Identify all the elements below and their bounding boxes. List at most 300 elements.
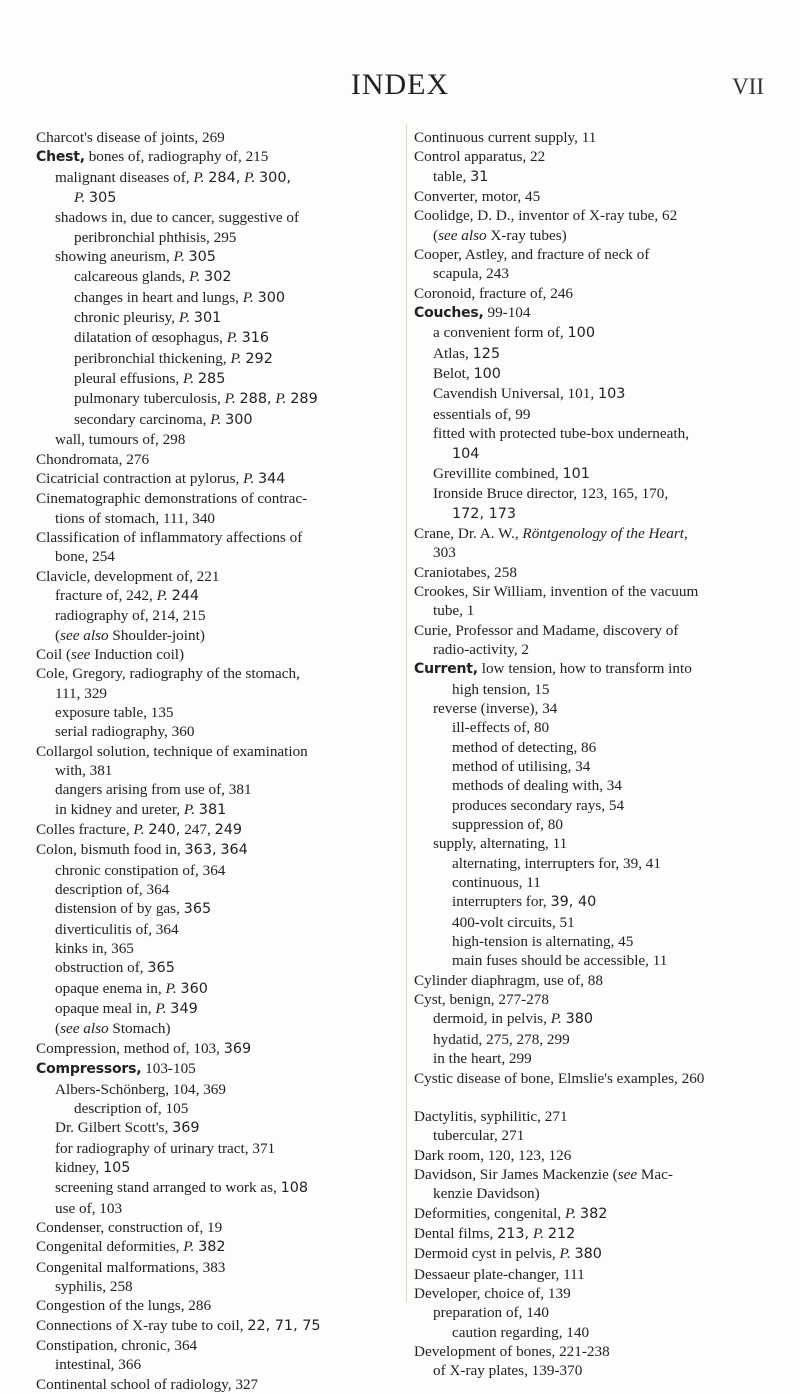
entry-text: P. [156,586,168,604]
entry-text: Cole, Gregory, radiography of the stomach, [36,665,300,683]
entry-text: 400-volt circuits, 51 [452,913,575,931]
entry-text: Coil ( [36,645,72,663]
index-subentry [36,606,398,625]
entry-text: see [617,1165,638,1183]
plate-page-ref: 285 [197,371,226,388]
entry-text: Connections of X-ray tube to coil, [36,1316,248,1334]
plate-page-ref: 365 [147,960,175,977]
entry-text: preparation of, 140 [433,1304,549,1322]
index-subentry [36,586,398,606]
index-entry [414,206,776,225]
index-entry [414,1146,776,1165]
index-entry [414,1107,776,1126]
index-subentry [36,430,398,449]
entry-text: Dental films, [414,1224,498,1242]
plate-page-ref: 240, [148,822,181,839]
entry-text: syphilis, 258 [55,1277,133,1295]
entry-text: suppression of, 80 [452,816,563,834]
index-subentry [414,424,776,443]
index-subentry [414,1361,776,1380]
entry-text: X-ray tubes) [486,226,567,244]
index-subentry [414,504,776,524]
entry-text: P. [193,168,205,186]
entry-text: supply, alternating, 11 [433,835,568,853]
entry-text: P. [189,268,201,286]
entry-text: in the heart, 299 [433,1050,532,1068]
entry-text: pulmonary tuberculosis, [74,390,225,408]
entry-text: hydatid, 275, 278, 299 [433,1030,570,1048]
entry-text: chronic constipation of, 364 [55,861,226,879]
index-entry [414,990,776,1009]
column-divider [406,124,407,1302]
entry-text: 303 [433,544,456,562]
plate-page-ref: 369 [223,1040,252,1057]
index-subentry [36,626,398,645]
index-subentry [414,1049,776,1068]
entry-text: Cylinder diaphragm, use of, 88 [414,971,603,989]
entry-text: Constipation, chronic, 364 [36,1336,198,1354]
index-entry [414,1265,776,1284]
plate-page-ref: 301 [193,310,222,327]
entry-text: P. [133,821,145,839]
entry-heading: Couches, [414,305,484,322]
entry-text: a convenient form of, [433,324,568,342]
entry-text: P. [275,390,287,408]
index-subentry [414,913,776,932]
entry-text: Chondromata, 276 [36,450,150,468]
index-subentry [36,328,398,348]
entry-text: Stomach) [108,1020,171,1038]
index-subentry [414,892,776,912]
index-subentry [414,873,776,892]
plate-page-ref: 31 [470,168,489,185]
entry-text: interrupters for, [452,893,551,911]
index-subentry [36,168,398,188]
index-entry [414,1342,776,1361]
entry-text: bones of, radiography of, 215 [84,148,269,166]
page-header [0,68,800,108]
entry-text: opaque meal in, [55,1000,156,1018]
entry-text: see [71,645,91,663]
entry-text: serial radiography, 360 [55,723,195,741]
entry-text: Colon, bismuth food in, [36,841,185,859]
entry-text: P. [155,1000,167,1018]
index-column-right [414,128,776,1381]
entry-text: alternating, interrupters for, 39, 41 [452,854,661,872]
index-entry [414,1224,776,1244]
index-subentry [414,543,776,562]
plate-page-ref: 105 [102,1159,131,1176]
index-subentry [414,344,776,364]
entry-text: Classification of inflammatory affections of [36,528,303,546]
plate-page-ref: 100 [567,325,595,342]
entry-text: Continuous current supply, 11 [414,129,597,146]
index-subentry [414,796,776,815]
entry-text: radiography of, 214, 215 [55,607,206,625]
entry-text: peribronchial thickening, [74,349,231,367]
entry-text: Ironside Bruce director, 123, 165, 170, [433,485,669,503]
index-entry [36,1258,398,1277]
index-entry [36,1218,398,1237]
index-entry [36,489,398,508]
index-subentry [36,939,398,958]
index-subentry [414,757,776,776]
index-entry [414,1069,776,1088]
plate-page-ref: 108 [280,1180,309,1197]
plate-page-ref: 300, [259,169,292,186]
plate-page-ref: 101 [562,465,590,482]
index-entry [414,659,776,679]
entry-text: tube, 1 [433,602,475,620]
plate-page-ref: 344 [258,470,286,487]
plate-page-ref: 244 [171,587,200,604]
entry-text: Collargol solution, technique of examination [36,742,308,760]
index-entry [36,1375,398,1394]
entry-text: screening stand arranged to work as, [55,1179,281,1197]
entry-text: use of, 103 [55,1199,123,1217]
entry-text: Cicatricial contraction at pylorus, [36,469,244,487]
entry-text: wall, tumours of, 298 [55,431,186,449]
entry-text: P. [550,1010,562,1028]
plate-page-ref: 288, [239,391,272,408]
plate-page-ref: 300 [225,411,253,428]
entry-text: Colles fracture, [36,821,134,839]
index-subentry [36,1178,398,1198]
entry-text: Dactylitis, syphilitic, 271 [414,1107,568,1125]
index-subentry [414,738,776,757]
entry-text: obstruction of, [55,959,148,977]
entry-text: radio-activity, 2 [433,640,530,658]
index-subentry [414,167,776,187]
index-entry [36,1039,398,1059]
index-subentry [36,369,398,389]
index-subentry [36,920,398,939]
entry-text: Dr. Gilbert Scott's, [55,1119,173,1137]
entry-text: 247, [180,821,215,839]
plate-page-ref: 300 [257,289,286,306]
entry-text: Continental school of radiology, 327 [36,1375,259,1393]
index-subentry [36,999,398,1019]
index-entry [414,621,776,640]
index-subentry [36,1019,398,1038]
index-subentry [414,854,776,873]
index-subentry [36,1099,398,1118]
entry-text: of X-ray plates, 139-370 [433,1362,583,1380]
plate-page-ref: 302 [204,269,232,286]
entry-text: P. [210,410,222,428]
index-entry [414,187,776,206]
entry-text: see also [438,226,487,244]
plate-page-ref: 103 [597,386,626,403]
index-entry [414,303,776,323]
index-entry [36,567,398,586]
entry-text: Condenser, construction of, 19 [36,1218,223,1236]
index-subentry [36,1355,398,1374]
entry-text: Davidson, Sir James Mackenzie ( [414,1165,618,1183]
plate-page-ref: 284, [208,169,241,186]
entry-text: main fuses should be accessible, 11 [452,952,668,970]
entry-text: dangers arising from use of, 381 [55,781,252,799]
index-entry [36,664,398,683]
index-subentry [414,815,776,834]
entry-heading: Current, [414,661,478,678]
entry-text: Cyst, benign, 277-278 [414,991,549,1009]
plate-page-ref: 289 [290,391,318,408]
index-entry [36,147,398,167]
index-entry [36,1059,398,1079]
index-subentry [414,680,776,699]
index-subentry [36,1158,398,1178]
index-subentry [414,776,776,795]
entry-text: Cavendish Universal, 101, [433,385,598,403]
entry-text: shadows in, due to cancer, suggestive of [55,209,300,227]
entry-text: pleural effusions, [74,370,183,388]
entry-text: malignant diseases of, [55,168,194,186]
index-subentry [36,800,398,820]
entry-text: Development of bones, 221-238 [414,1342,610,1360]
entry-text: fitted with protected tube-box underneath, [433,425,689,443]
plate-page-ref: 213, [497,1225,530,1242]
entry-text: ill-effects of, 80 [452,719,550,737]
plate-page-ref: 100 [473,366,501,383]
plate-page-ref: 39, 40 [550,894,597,911]
entry-text: table, [433,167,471,185]
index-subentry [36,703,398,722]
entry-text: P. [183,800,195,818]
entry-text: P. [165,979,177,997]
entry-text: kinks in, 365 [55,940,134,958]
index-subentry [36,861,398,880]
entry-text: Shoulder-joint) [108,626,205,644]
index-subentry [36,267,398,287]
entry-text: 111, 329 [55,684,108,702]
index-entry [36,1336,398,1355]
index-subentry [414,444,776,464]
entry-text: Röntgenology of the Heart, [522,524,688,542]
entry-text: P. [532,1224,545,1242]
index-entry [36,128,398,147]
entry-text: Curie, Professor and Madame, discovery of [414,621,679,639]
index-subentry [36,1277,398,1296]
plate-page-ref: 360 [180,980,208,997]
entry-text: showing aneurism, [55,248,174,266]
entry-text: Crookes, Sir William, invention of the vacuum [414,582,699,600]
entry-text: Congenital deformities, [36,1238,184,1256]
index-subentry [414,484,776,503]
index-subentry [414,834,776,853]
index-subentry [36,979,398,999]
index-entry [36,1316,398,1336]
entry-text: ( [55,1020,61,1038]
index-subentry [414,364,776,384]
entry-text: reverse (inverse), 34 [433,699,558,717]
entry-text: ( [433,226,439,244]
index-subentry [414,384,776,404]
entry-text: with, 381 [55,762,113,779]
entry-text: Developer, choice of, 139 [414,1284,571,1302]
entry-text: calcareous glands, [74,268,190,286]
index-subentry [414,1009,776,1029]
index-subentry [36,761,398,780]
entry-text: P. [244,168,256,186]
index-subentry [414,464,776,484]
entry-text: caution regarding, 140 [452,1323,590,1341]
plate-page-ref: 363, [184,842,217,859]
index-subentry [36,722,398,741]
index-subentry [36,899,398,919]
entry-text: Converter, motor, 45 [414,188,541,206]
plate-page-ref: 316 [241,330,270,347]
entry-text: bone, 254 [55,548,115,566]
entry-text: Coolidge, D. D., inventor of X-ray tube, 62 [414,207,678,225]
index-subentry [414,323,776,343]
entry-text: Atlas, [433,344,473,362]
entry-text: Induction coil) [90,645,185,663]
index-entry [414,582,776,601]
index-subentry [36,188,398,208]
index-subentry [36,308,398,328]
entry-text: description of, 105 [74,1099,189,1117]
index-subentry [36,288,398,308]
index-subentry [414,1323,776,1342]
entry-text: Albers-Schönberg, 104, 369 [55,1080,226,1098]
entry-text: distension of by gas, [55,900,184,918]
entry-text: changes in heart and lungs, [74,288,243,306]
index-entry [414,147,776,166]
plate-page-ref: 349 [170,1001,198,1018]
entry-text: 103-105 [141,1060,196,1078]
index-subentry [414,932,776,951]
entry-text: Charcot's disease of joints, 269 [36,129,225,146]
entry-text: P. [559,1245,571,1263]
index-entry [414,1244,776,1264]
index-entry [414,284,776,303]
plate-page-ref: 382 [198,1239,226,1256]
plate-page-ref: 380 [565,1011,594,1028]
plate-page-ref: 369 [172,1120,200,1137]
index-subentry [414,1303,776,1322]
index-subentry [36,1118,398,1138]
plate-page-ref: 382 [579,1205,608,1222]
entry-text: tubercular, 271 [433,1127,525,1145]
plate-page-ref: 381 [198,801,227,818]
index-entry [36,1237,398,1257]
entry-text: kidney, [55,1158,103,1176]
page-number: VII [732,74,764,99]
entry-text: Coronoid, fracture of, 246 [414,284,574,302]
entry-text: Deformities, congenital, [414,1204,565,1222]
entry-text: high tension, 15 [452,680,550,698]
index-subentry [36,1080,398,1099]
entry-text: diverticulitis of, 364 [55,920,179,938]
index-column-left [36,128,398,1394]
entry-text: tions of stomach, 111, 340 [55,509,216,527]
index-subentry [36,547,398,566]
index-entry [36,742,398,761]
entry-text: description of, 364 [55,881,170,899]
entry-text: P. [183,1238,195,1256]
plate-page-ref: 172, 173 [452,505,517,522]
entry-text: secondary carcinoma, [74,410,211,428]
page-title: INDEX [350,68,450,101]
index-subentry [414,601,776,620]
entry-text: methods of dealing with, 34 [452,777,622,795]
plate-page-ref: 292 [245,350,273,367]
entry-text: Mac- [637,1165,673,1183]
entry-text: kenzie Davidson) [433,1185,540,1203]
entry-text: Dessaeur plate-changer, 111 [414,1265,585,1283]
index-subentry [36,684,398,703]
entry-text: Crane, Dr. A. W., [414,524,523,542]
entry-text: method of utilising, 34 [452,758,591,775]
plate-page-ref: 22, 71, 75 [247,1317,321,1334]
entry-text: opaque enema in, [55,979,166,997]
entry-text: low tension, how to transform into [477,660,692,678]
index-subentry [414,951,776,970]
entry-text: see also [60,626,109,644]
index-entry [414,1284,776,1303]
index-subentry [36,389,398,409]
entry-text: P. [182,370,195,388]
entry-text: see also [60,1020,109,1038]
entry-text: peribronchial phthisis, 295 [74,228,237,246]
entry-text: method of detecting, 86 [452,738,597,756]
index-entry [36,528,398,547]
index-entry [36,469,398,489]
entry-text: 99-104 [483,304,531,322]
index-entry [414,563,776,582]
entry-text: scapula, 243 [433,265,509,283]
entry-text: P. [242,288,254,306]
index-subentry [414,1126,776,1145]
index-entry [414,1165,776,1184]
entry-text: Cystic disease of bone, Elmslie's examples, 260 [414,1069,705,1087]
index-entry [414,971,776,990]
index-entry [36,1296,398,1315]
entry-text: Belot, [433,365,474,383]
entry-text: for radiography of urinary tract, 371 [55,1139,276,1157]
entry-text: Compression, method of, 103, [36,1039,224,1057]
index-subentry [36,247,398,267]
index-subentry [36,958,398,978]
entry-heading: Chest, [36,149,85,166]
entry-text: P. [565,1204,577,1222]
index-entry [36,645,398,664]
index-subentry [414,718,776,737]
index-subentry [36,1199,398,1218]
section-gap [414,1088,776,1107]
entry-text: high-tension is alternating, 45 [452,933,634,951]
entry-text: P. [74,189,86,207]
index-subentry [414,640,776,659]
plate-page-ref: 212 [547,1225,576,1242]
index-subentry [414,1184,776,1203]
entry-text: ( [55,626,61,644]
plate-page-ref: 125 [472,345,501,362]
entry-text: in kidney and ureter, [55,800,184,818]
entry-text: Grevillite combined, [433,464,563,482]
entry-text: Clavicle, development of, 221 [36,567,220,585]
index-subentry [36,780,398,799]
index-entry [414,1204,776,1224]
index-subentry [36,509,398,528]
index-entry [414,245,776,264]
entry-text: essentials of, 99 [433,405,531,423]
index-subentry [36,349,398,369]
entry-text: Craniotabes, 258 [414,563,517,581]
entry-text: P. [178,309,190,327]
index-entry [36,450,398,469]
